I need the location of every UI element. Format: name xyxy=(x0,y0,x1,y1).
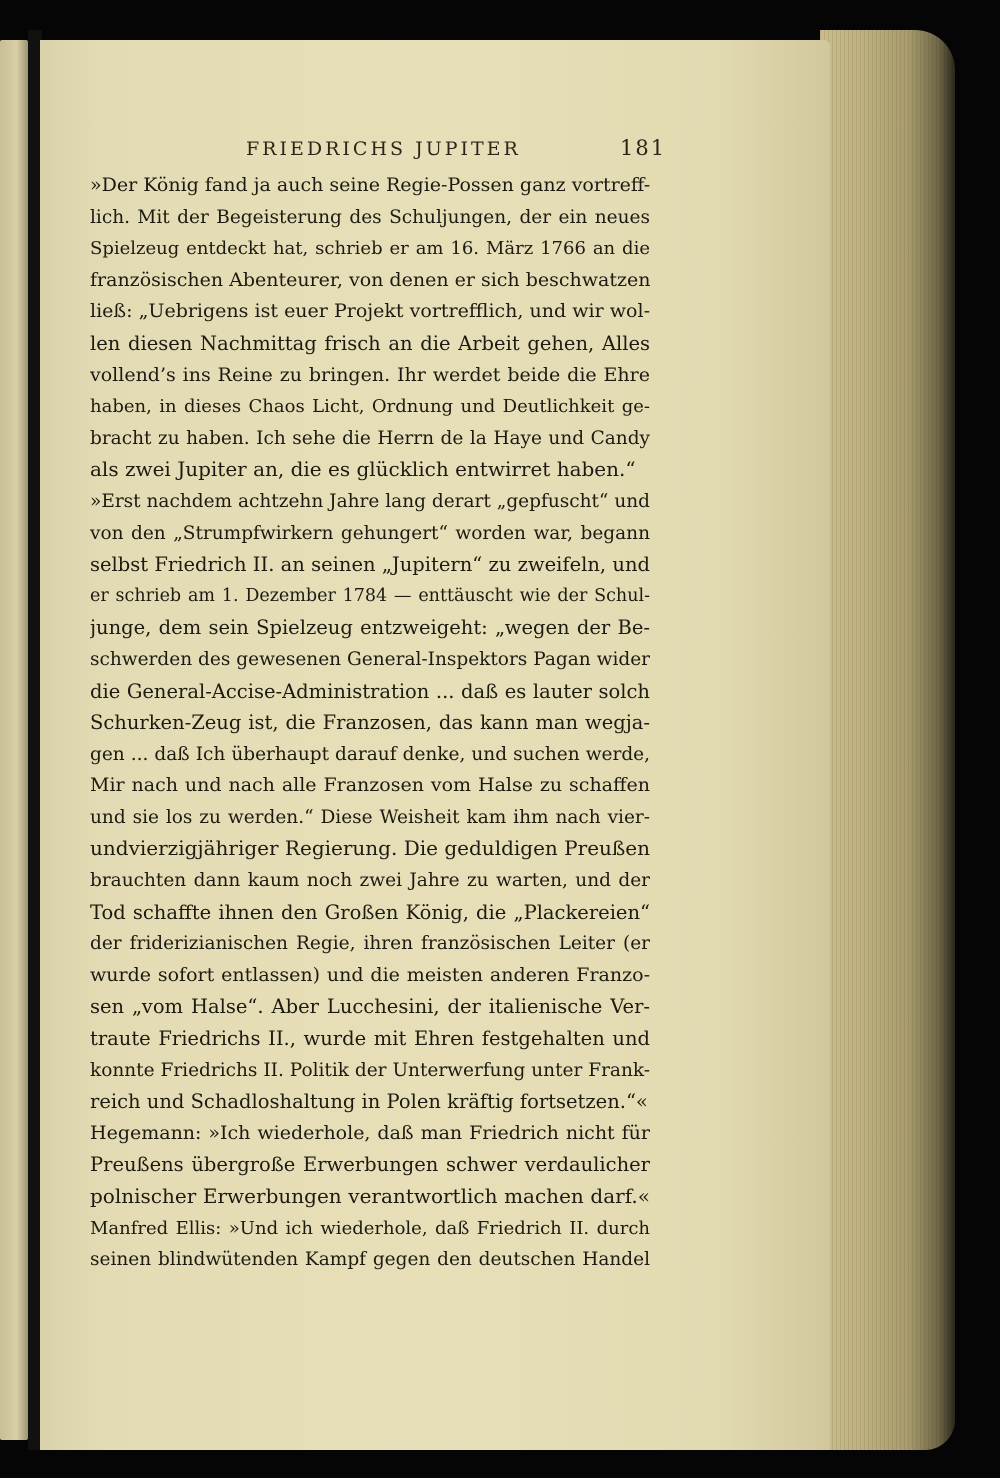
text-line: seinen blindwütenden Kampf gegen den deutschen Handel xyxy=(90,1249,650,1271)
text-line: undvierzigjähriger Regierung. Die geduldigen Preußen xyxy=(90,836,650,861)
text-line: lich. Mit der Begeisterung des Schuljungen, der ein neues xyxy=(90,206,650,228)
facing-page-edge xyxy=(0,40,28,1440)
text-line: als zwei Jupiter an, die es glücklich entwirret haben.“ xyxy=(90,457,636,482)
page-block-edges xyxy=(820,30,955,1450)
page-number: 181 xyxy=(620,136,667,160)
text-line: konnte Friedrichs II. Politik der Unterwerfung unter Frank- xyxy=(90,1059,650,1081)
text-line: reich und Schadloshaltung in Polen kräftig fortsetzen.“« xyxy=(90,1090,648,1114)
text-line: »Der König fand ja auch seine Regie-Possen ganz vortreff- xyxy=(90,174,650,196)
text-line: vollend’s ins Reine zu bringen. Ihr werdet beide die Ehre xyxy=(90,363,650,386)
text-line: Hegemann: »Ich wiederhole, daß man Friedrich nicht für xyxy=(90,1121,650,1144)
text-line: Manfred Ellis: »Und ich wiederhole, daß Friedrich II. durch xyxy=(90,1217,650,1239)
text-line: der friderizianischen Regie, ihren französischen Leiter (er xyxy=(90,933,650,955)
text-line: polnischer Erwerbungen verantwortlich machen darf.« xyxy=(90,1184,650,1208)
text-line: Spielzeug entdeckt hat, schrieb er am 16. März 1766 an die xyxy=(90,238,650,260)
text-line: die General-Accise-Administration ... daß es lauter solch xyxy=(90,679,650,703)
text-line: von den „Strumpfwirkern gehungert“ worden war, begann xyxy=(90,522,650,544)
text-line: und sie los zu werden.“ Diese Weisheit kam ihm nach vier- xyxy=(90,806,650,828)
text-line: französischen Abenteurer, von denen er sich beschwatzen xyxy=(90,268,650,291)
text-line: len diesen Nachmittag frisch an die Arbeit gehen, Alles xyxy=(90,331,650,355)
text-line: wurde sofort entlassen) und die meisten anderen Franzo- xyxy=(90,963,650,986)
text-line: gen ... daß Ich überhaupt darauf denke, und suchen werde, xyxy=(90,743,650,765)
text-line: bracht zu haben. Ich sehe die Herrn de la Haye und Candy xyxy=(90,427,650,449)
text-line: selbst Friedrich II. an seinen „Jupitern“ zu zweifeln, und xyxy=(90,553,650,577)
text-line: Mir nach und nach alle Franzosen vom Halse zu schaffen xyxy=(90,774,650,797)
text-line: schwerden des gewesenen General-Inspektors Pagan wider xyxy=(90,648,650,670)
body-text xyxy=(90,170,650,1276)
text-line: er schrieb am 1. Dezember 1784 — enttäuscht wie der Schul- xyxy=(90,585,650,606)
text-line: Schurken-Zeug ist, die Franzosen, das kann man wegja- xyxy=(90,711,650,735)
text-line: »Erst nachdem achtzehn Jahre lang derart „gepfuscht“ und xyxy=(90,490,650,512)
text-line: Preußens übergroße Erwerbungen schwer verdaulicher xyxy=(90,1153,650,1177)
text-line: traute Friedrichs II., wurde mit Ehren festgehalten und xyxy=(90,1027,650,1051)
text-line: junge, dem sein Spielzeug entzweigeht: „wegen der Be- xyxy=(90,616,650,640)
text-line: brauchten dann kaum noch zwei Jahre zu warten, und der xyxy=(90,870,650,892)
text-line: Tod schaffte ihnen den Großen König, die „Plackereien“ xyxy=(90,900,650,924)
text-line: haben, in dieses Chaos Licht, Ordnung und Deutlichkeit ge- xyxy=(90,396,650,418)
running-title: FRIEDRICHS JUPITER xyxy=(246,138,521,160)
text-line: ließ: „Uebrigens ist euer Projekt vortrefflich, und wir wol- xyxy=(90,300,650,323)
text-line: sen „vom Halse“. Aber Lucchesini, der italienische Ver- xyxy=(90,995,650,1019)
